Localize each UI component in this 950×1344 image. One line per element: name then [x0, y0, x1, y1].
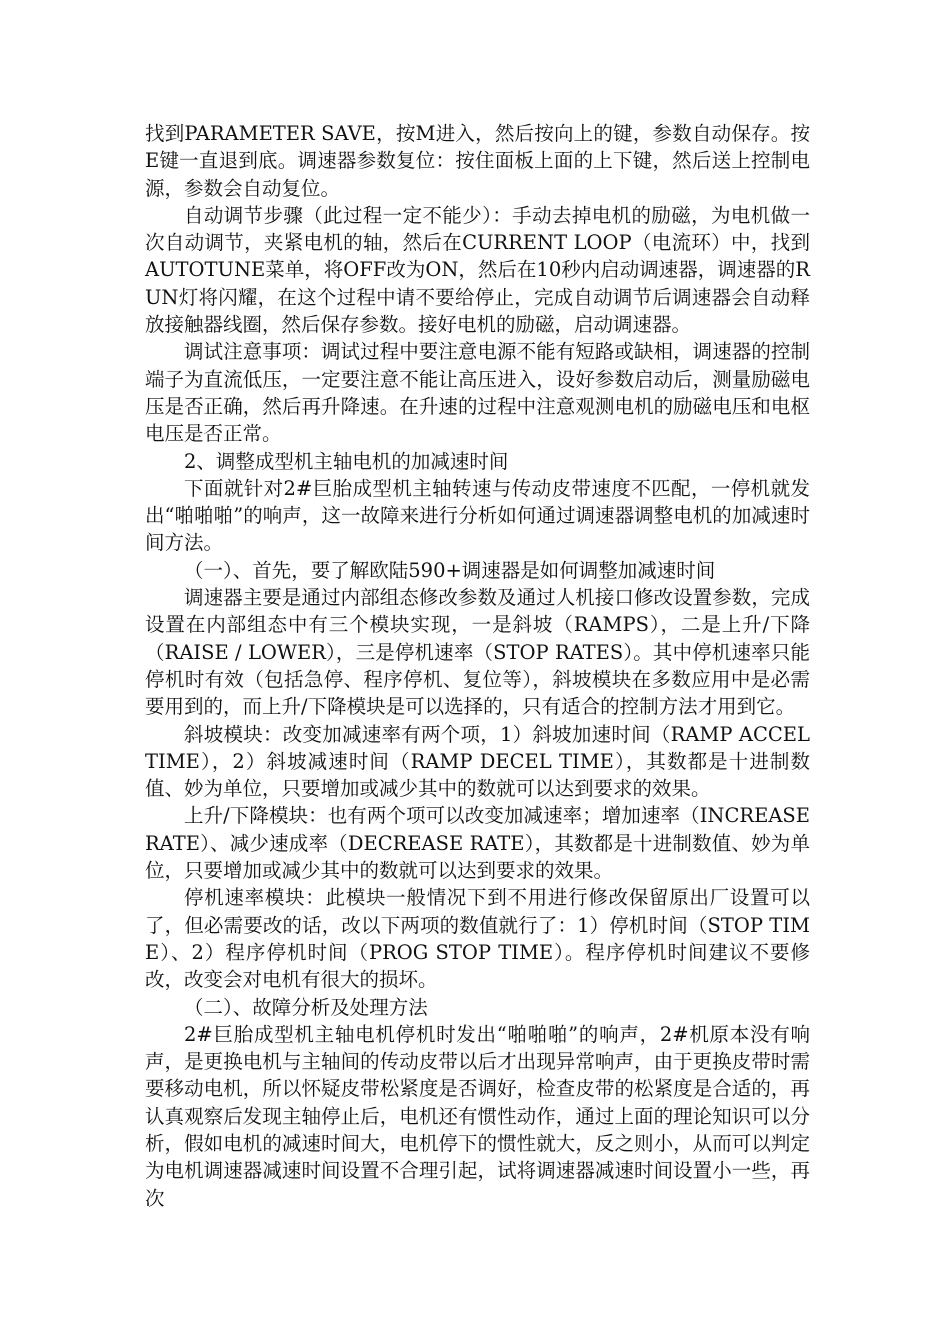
paragraph-modules-overview: 调速器主要是通过内部组态修改参数及通过人机接口修改设置参数，完成设置在内部组态中有三个模块实现，一是斜坡（RAMPS），二是上升/下降（RAISE / LOWER），三是停机速率（STOP RATES）。其中停机速率只能停机时有效（包括急停、程序停机、复位等），斜坡模块在多数应用中是必需要用到的，而上升/下降模块是可以选择的，只有适合的控制方法才用到它。: [145, 586, 810, 719]
paragraph-autotune-steps: 自动调节步骤（此过程一定不能少）：手动去掉电机的励磁，为电机做一次自动调节，夹紧电机的轴，然后在CURRENT LOOP（电流环）中，找到AUTOTUNE菜单，将OFF改为ON，然后在10秒内启动调速器，调速器的RUN灯将闪耀，在这个过程中请不要给停止，完成自动调节后调速器会自动释放接触器线圈，然后保存参数。接好电机的励磁，启动调速器。: [145, 203, 810, 337]
paragraph-raise-lower-module: 上升/下降模块：也有两个项可以改变加减速率；增加速率（INCREASE RATE）、减少速成率（DECREASE RATE），其数都是十进制数值、妙为单位，只要增加或减少其中的数就可以达到要求的效果。: [145, 804, 810, 883]
section-heading-accel-decel: 2、调整成型机主轴电机的加减速时间: [184, 449, 509, 473]
paragraph-intro-fault: 下面就针对2#巨胎成型机主轴转速与传动皮带速度不匹配，一停机就发出“啪啪啪”的响声，这一故障来进行分析如何通过调速器调整电机的加减速时间方法。: [145, 476, 810, 555]
paragraph-debug-notes: 调试注意事项：调试过程中要注意电源不能有短路或缺相，调速器的控制端子为直流低压，一定要注意不能让高压进入，设好参数启动后，测量励磁电压是否正确，然后再升降速。在升速的过程中注意观测电机的励磁电压和电枢电压是否正常。: [145, 340, 810, 446]
paragraph-parameter-save: 找到PARAMETER SAVE，按M进入，然后按向上的键，参数自动保存。按E键一直退到底。调速器参数复位：按住面板上面的上下键，然后送上控制电源，参数会自动复位。: [145, 122, 810, 200]
paragraph-ramps-module: 斜坡模块：改变加减速率有两个项，1）斜坡加速时间（RAMP ACCEL TIME），2）斜坡减速时间（RAMP DECEL TIME），其数都是十进制数值、妙为单位，只要增加或减少其中的数就可以达到要求的效果。: [145, 722, 810, 801]
paragraph-stop-rates-module: 停机速率模块：此模块一般情况下到不用进行修改保留原出厂设置可以了，但必需要改的话，改以下两项的数值就行了：1）停机时间（STOP TIME）、2）程序停机时间（PROG STOP TIME）。程序停机时间建议不要修改，改变会对电机有很大的损坏。: [145, 886, 810, 992]
paragraph-fault-analysis: 2#巨胎成型机主轴电机停机时发出“啪啪啪”的响声，2#机原本没有响声，是更换电机与主轴间的传动皮带以后才出现异常响声，由于更换皮带时需要移动电机，所以怀疑皮带松紧度是否调好，检查皮带的松紧度是合适的，再认真观察后发现主轴停止后，电机还有惯性动作，通过上面的理论知识可以分析，假如电机的减速时间大，电机停下的惯性就大，反之则小，从而可以判定为电机调速器减速时间设置不合理引起，试将调速器减速时间设置小一些，再次: [145, 1022, 810, 1210]
subsection-heading-1: （一）、首先，要了解欧陆590+调速器是如何调整加减速时间: [184, 558, 716, 582]
document-body: [145, 120, 810, 1212]
subsection-heading-2: （二）、故障分析及处理方法: [184, 995, 428, 1019]
